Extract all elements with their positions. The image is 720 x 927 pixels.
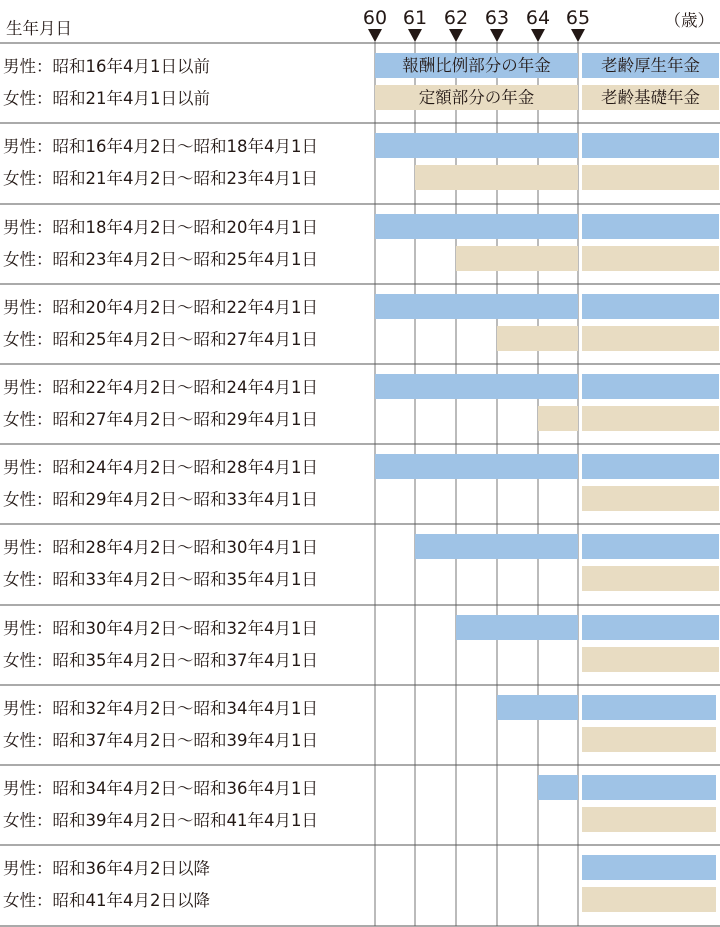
kousei-bar xyxy=(582,214,719,239)
female-birth-range-label: 女性：昭和37年4月2日～昭和39年4月1日 xyxy=(3,731,318,750)
age-label-64: 64 xyxy=(525,7,551,29)
header-birthdate-label: 生年月日 xyxy=(6,19,72,38)
female-birth-range-label: 女性：昭和33年4月2日～昭和35年4月1日 xyxy=(3,570,318,589)
kiso-bar xyxy=(582,647,719,672)
female-birth-range-label: 女性：昭和29年4月2日～昭和33年4月1日 xyxy=(3,490,318,509)
hirei-bar xyxy=(375,454,578,479)
male-birth-range-label: 男性：昭和34年4月2日～昭和36年4月1日 xyxy=(3,779,318,798)
female-birth-range-label: 女性：昭和35年4月2日～昭和37年4月1日 xyxy=(3,651,318,670)
header-age-unit: （歳） xyxy=(664,11,714,30)
kiso-bar xyxy=(582,165,719,190)
age-marker-62-icon xyxy=(449,29,463,42)
age-marker-60-icon xyxy=(368,29,382,42)
age-marker-61-icon xyxy=(408,29,422,42)
female-birth-range-label: 女性：昭和21年4月1日以前 xyxy=(3,89,210,108)
age-label-60: 60 xyxy=(362,7,388,29)
kiso-bar xyxy=(582,807,716,832)
female-birth-range-label: 女性：昭和27年4月2日～昭和29年4月1日 xyxy=(3,410,318,429)
age-label-63: 63 xyxy=(484,7,510,29)
male-birth-range-label: 男性：昭和16年4月1日以前 xyxy=(3,57,210,76)
male-birth-range-label: 男性：昭和24年4月2日～昭和28年4月1日 xyxy=(3,458,318,477)
teigaku-bar-label: 定額部分の年金 xyxy=(418,88,535,107)
teigaku-bar xyxy=(538,406,578,431)
kousei-bar xyxy=(582,695,716,720)
kousei-bar xyxy=(582,454,719,479)
teigaku-bar xyxy=(456,246,578,271)
kousei-bar xyxy=(582,775,716,800)
hirei-bar xyxy=(415,534,578,559)
kousei-bar xyxy=(582,534,719,559)
male-birth-range-label: 男性：昭和30年4月2日～昭和32年4月1日 xyxy=(3,619,318,638)
kiso-bar xyxy=(582,326,719,351)
hirei-bar xyxy=(456,615,578,640)
male-birth-range-label: 男性：昭和36年4月2日以降 xyxy=(3,859,210,878)
kousei-bar xyxy=(582,294,719,319)
female-birth-range-label: 女性：昭和39年4月2日～昭和41年4月1日 xyxy=(3,811,318,830)
hirei-bar xyxy=(375,374,578,399)
female-birth-range-label: 女性：昭和23年4月2日～昭和25年4月1日 xyxy=(3,250,318,269)
female-birth-range-label: 女性：昭和25年4月2日～昭和27年4月1日 xyxy=(3,330,318,349)
age-label-61: 61 xyxy=(402,7,428,29)
kousei-bar xyxy=(582,855,716,880)
male-birth-range-label: 男性：昭和22年4月2日～昭和24年4月1日 xyxy=(3,378,318,397)
teigaku-bar xyxy=(415,165,578,190)
kiso-bar xyxy=(582,566,719,591)
teigaku-bar xyxy=(497,326,578,351)
kiso-bar xyxy=(582,406,719,431)
kousei-bar xyxy=(582,615,719,640)
male-birth-range-label: 男性：昭和16年4月2日～昭和18年4月1日 xyxy=(3,137,318,156)
age-marker-65-icon xyxy=(571,29,585,42)
age-marker-63-icon xyxy=(490,29,504,42)
hirei-bar xyxy=(538,775,578,800)
female-birth-range-label: 女性：昭和41年4月2日以降 xyxy=(3,891,210,910)
male-birth-range-label: 男性：昭和28年4月2日～昭和30年4月1日 xyxy=(3,538,318,557)
kousei-bar xyxy=(582,133,719,158)
age-label-65: 65 xyxy=(565,7,591,29)
hirei-bar xyxy=(497,695,578,720)
age-marker-64-icon xyxy=(531,29,545,42)
female-birth-range-label: 女性：昭和21年4月2日～昭和23年4月1日 xyxy=(3,169,318,188)
male-birth-range-label: 男性：昭和20年4月2日～昭和22年4月1日 xyxy=(3,298,318,317)
hirei-bar-label: 報酬比例部分の年金 xyxy=(402,56,551,75)
kiso-bar xyxy=(582,246,719,271)
male-birth-range-label: 男性：昭和18年4月2日～昭和20年4月1日 xyxy=(3,218,318,237)
kiso-bar xyxy=(582,727,716,752)
hirei-bar xyxy=(375,294,578,319)
hirei-bar xyxy=(375,133,578,158)
kiso-bar xyxy=(582,887,716,912)
kiso-bar xyxy=(582,486,719,511)
age-label-62: 62 xyxy=(443,7,469,29)
kousei-bar xyxy=(582,374,719,399)
kiso-bar-label: 老齢基礎年金 xyxy=(601,88,700,107)
hirei-bar xyxy=(375,214,578,239)
male-birth-range-label: 男性：昭和32年4月2日～昭和34年4月1日 xyxy=(3,699,318,718)
kousei-bar-label: 老齢厚生年金 xyxy=(601,56,700,75)
